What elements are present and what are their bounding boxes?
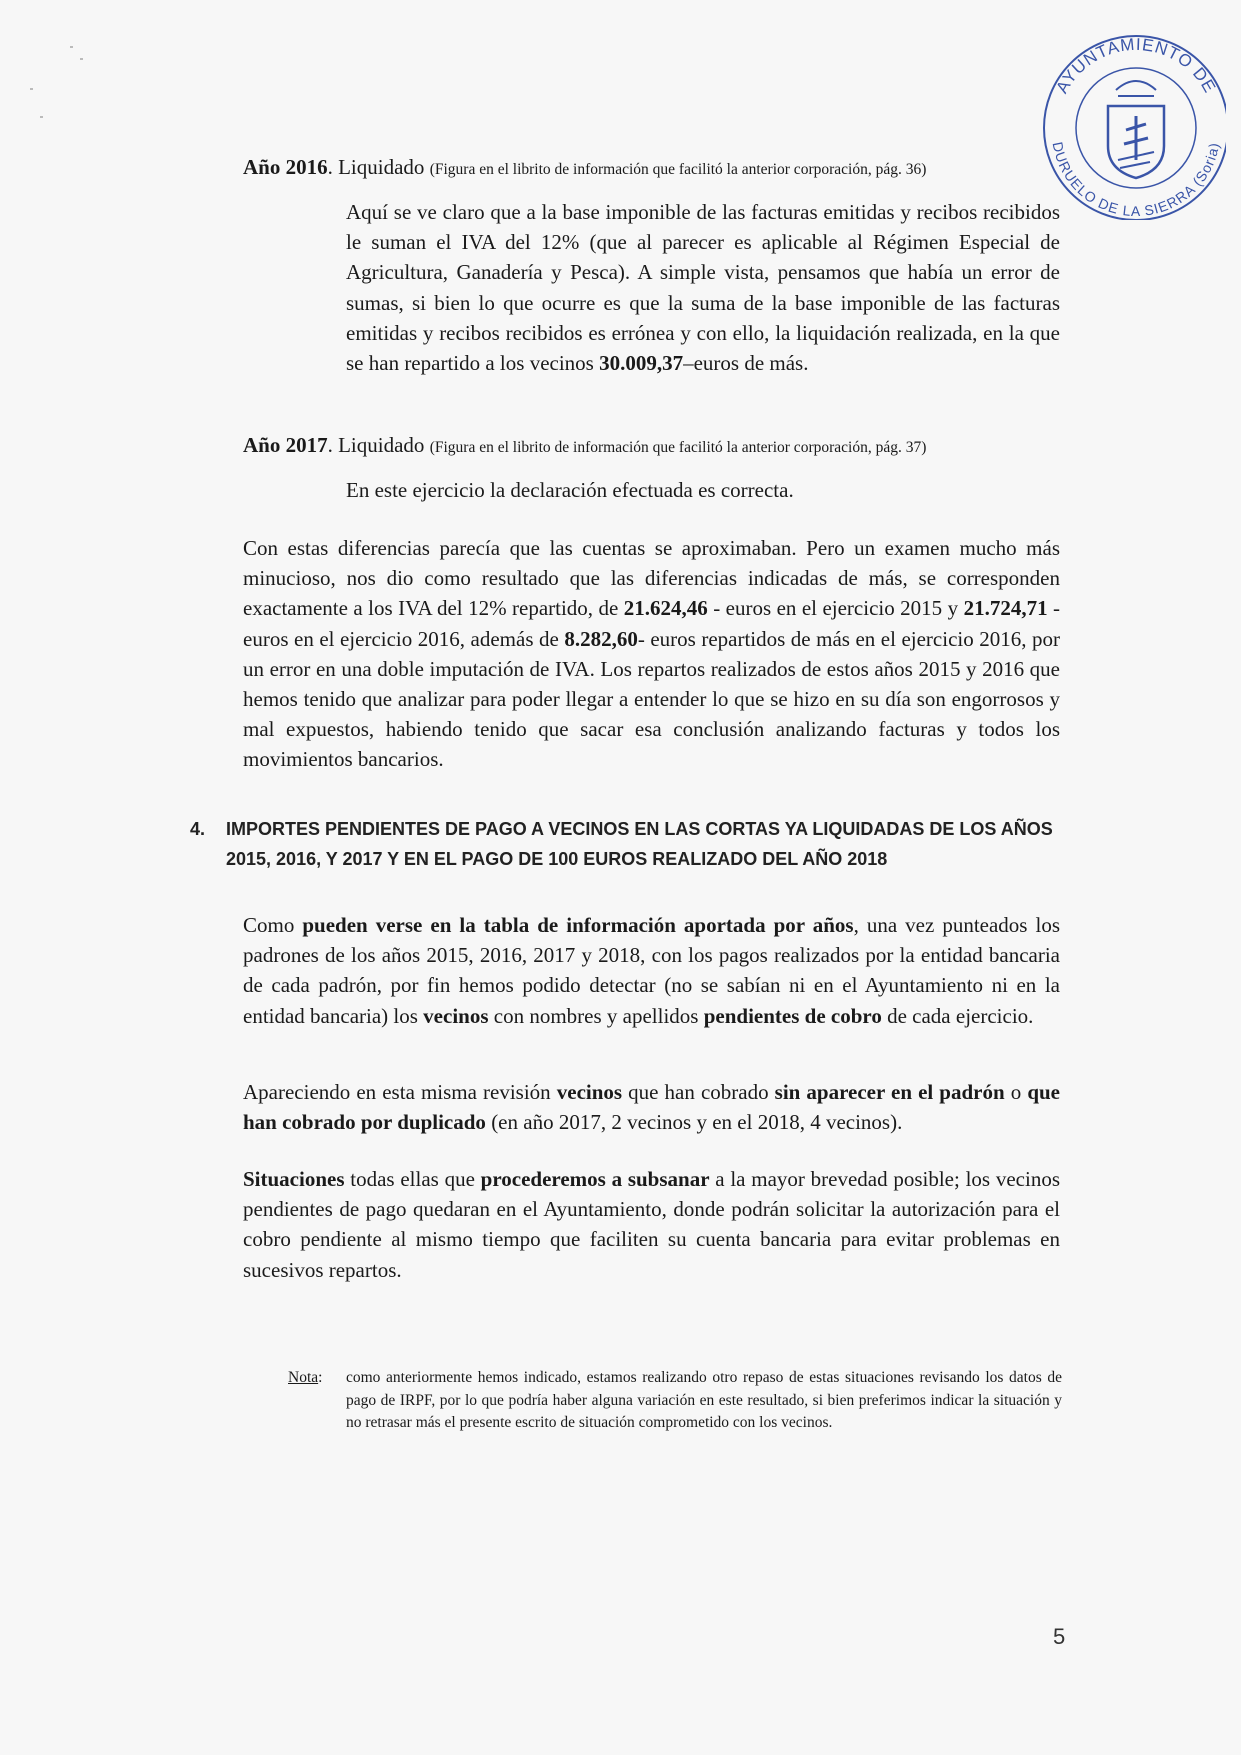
- year-2016-status: . Liquidado: [327, 155, 425, 179]
- section-emphasis: vecinos: [423, 1003, 489, 1028]
- section-text: que han cobrado: [622, 1080, 775, 1104]
- section-4-paragraph-2: [243, 1077, 1060, 1137]
- section-4-paragraph-3: [243, 1164, 1060, 1285]
- year-2017-paragraph: En este ejercicio la declaración efectuada es correcta.: [346, 478, 794, 502]
- page-number: 5: [1053, 1624, 1066, 1649]
- year-2016-paragraph: [346, 197, 1060, 378]
- year-2016-label: Año 2016: [243, 155, 328, 179]
- year-2016-text: Aquí se ve claro que a la base imponible de las facturas emitidas y recibos recibidos le suman el IVA del 12% (que al parecer es aplicable al Régimen Especial de Agricultura, Ganadería y Pesca). A simple vista, pensamos que había un error de sumas, si bien lo que ocurre es que la suma de la base imponible de las facturas emitidas y recibos recibidos es errónea y con ello, la liquidación realizada, en la que se han repartido a los vecinos: [346, 200, 1060, 376]
- year-2017-label: Año 2017: [243, 433, 328, 457]
- section-title: IMPORTES PENDIENTES DE PAGO A VECINOS EN LAS CORTAS YA LIQUIDADAS DE LOS AÑOS 2015, 2016, Y 2017 Y EN EL PAGO DE 100 EUROS REALIZADO DEL AÑO 2018: [226, 819, 1053, 869]
- section-4-paragraph-1: [243, 910, 1060, 1031]
- section-text: a la mayor brevedad posible; los vecinos pendientes de pago quedaran en el Ayuntamiento, donde podrán solicitar la autorización para el cobro pendiente al mismo tiempo que faciliten su cuenta bancaria para evitar problemas en sucesivos repartos.: [243, 1167, 1060, 1282]
- summary-text: Con estas diferencias parecía que las cuentas se aproximaban. Pero un examen mucho más minucioso, nos dio como resultado que las diferencias indicadas de más, se corresponden exactamente a los IVA del 12% repartido, de: [243, 536, 1060, 621]
- year-2017-heading: [243, 430, 1073, 463]
- summary-paragraph: [243, 533, 1060, 775]
- section-emphasis: procederemos a subsanar: [480, 1167, 710, 1191]
- year-2016-reference: (Figura en el librito de información que facilitó la anterior corporación, pág. 36): [429, 161, 927, 178]
- footnote-colon: :: [318, 1369, 323, 1386]
- summary-text: - euros repartidos de más en el ejercicio 2016, por un error en una doble imputación de IVA. Los repartos realizados de estos años 2015 y 2016 que hemos tenido que analizar para poder llegar a entender lo que se hizo en su día son engorrosos y mal expuestos, habiendo tenido que sacar esa conclusión analizando facturas y todos los movimientos bancarios.: [243, 626, 1060, 772]
- section-text: (en año 2017, 2 vecinos y en el 2018, 4 vecinos).: [485, 1110, 903, 1135]
- municipal-seal-stamp: [1036, 20, 1226, 220]
- section-text: Apareciendo en esta misma revisión: [243, 1080, 557, 1104]
- section-text: con nombres y apellidos: [488, 1003, 704, 1028]
- scan-speck: [40, 116, 43, 118]
- section-number: 4.: [190, 819, 206, 839]
- section-text: o: [1004, 1080, 1028, 1104]
- year-2016-heading: [243, 152, 1073, 185]
- section-text: Como: [243, 913, 303, 937]
- section-emphasis: sin aparecer en el padrón: [774, 1080, 1005, 1104]
- amount-2016: 21.724,71: [963, 596, 1048, 621]
- footnote: [288, 1367, 1066, 1431]
- section-emphasis: pendientes de cobro: [703, 1003, 882, 1028]
- footnote-text: como anteriormente hemos indicado, estamos realizando otro repaso de estas situaciones revisando los datos de pago de IRPF, por lo que podría haber alguna variación en este resultado, si bien preferimos indicar la situación y no retrasar más el presente escrito de situación comprometido con los vecinos.: [346, 1369, 1062, 1431]
- section-text: de cada ejercicio.: [881, 1003, 1034, 1028]
- year-2016-text-end: –euros de más.: [683, 351, 809, 376]
- summary-text: - euros en el ejercicio 2015 y: [707, 596, 964, 621]
- year-2016-amount: 30.009,37: [599, 351, 684, 376]
- scan-speck: [70, 46, 73, 48]
- scan-speck: [30, 88, 33, 90]
- amount-double-iva: 8.282,60: [564, 626, 638, 651]
- amount-2015: 21.624,46: [623, 596, 708, 621]
- section-text: todas ellas que: [344, 1167, 481, 1191]
- seal-bottom-text: DURUELO DE LA SIERRA (Soria): [1049, 140, 1223, 220]
- summary-text: - euros en el ejercicio 2016, además de: [243, 596, 1060, 651]
- section-emphasis: Situaciones: [243, 1167, 345, 1191]
- section-emphasis: que han cobrado por duplicado: [243, 1080, 1061, 1135]
- section-emphasis: pueden verse en la tabla de información aportada por años: [302, 913, 854, 937]
- footnote-label: Nota: [288, 1369, 319, 1386]
- seal-top-text: AYUNTAMIENTO DE: [1052, 34, 1220, 97]
- section-emphasis: vecinos: [556, 1080, 623, 1104]
- year-2017-status: . Liquidado: [327, 433, 425, 457]
- section-text: , una vez punteados los padrones de los años 2015, 2016, 2017 y 2018, con los pagos realizados por la entidad bancaria de cada padrón, por fin hemos podido detectar (no se sabían ni en el Ayuntamiento ni en la entidad bancaria) los: [243, 913, 1061, 1028]
- year-2017-reference: (Figura en el librito de información que facilitó la anterior corporación, pág. 37): [429, 439, 927, 456]
- scan-speck: [80, 58, 83, 60]
